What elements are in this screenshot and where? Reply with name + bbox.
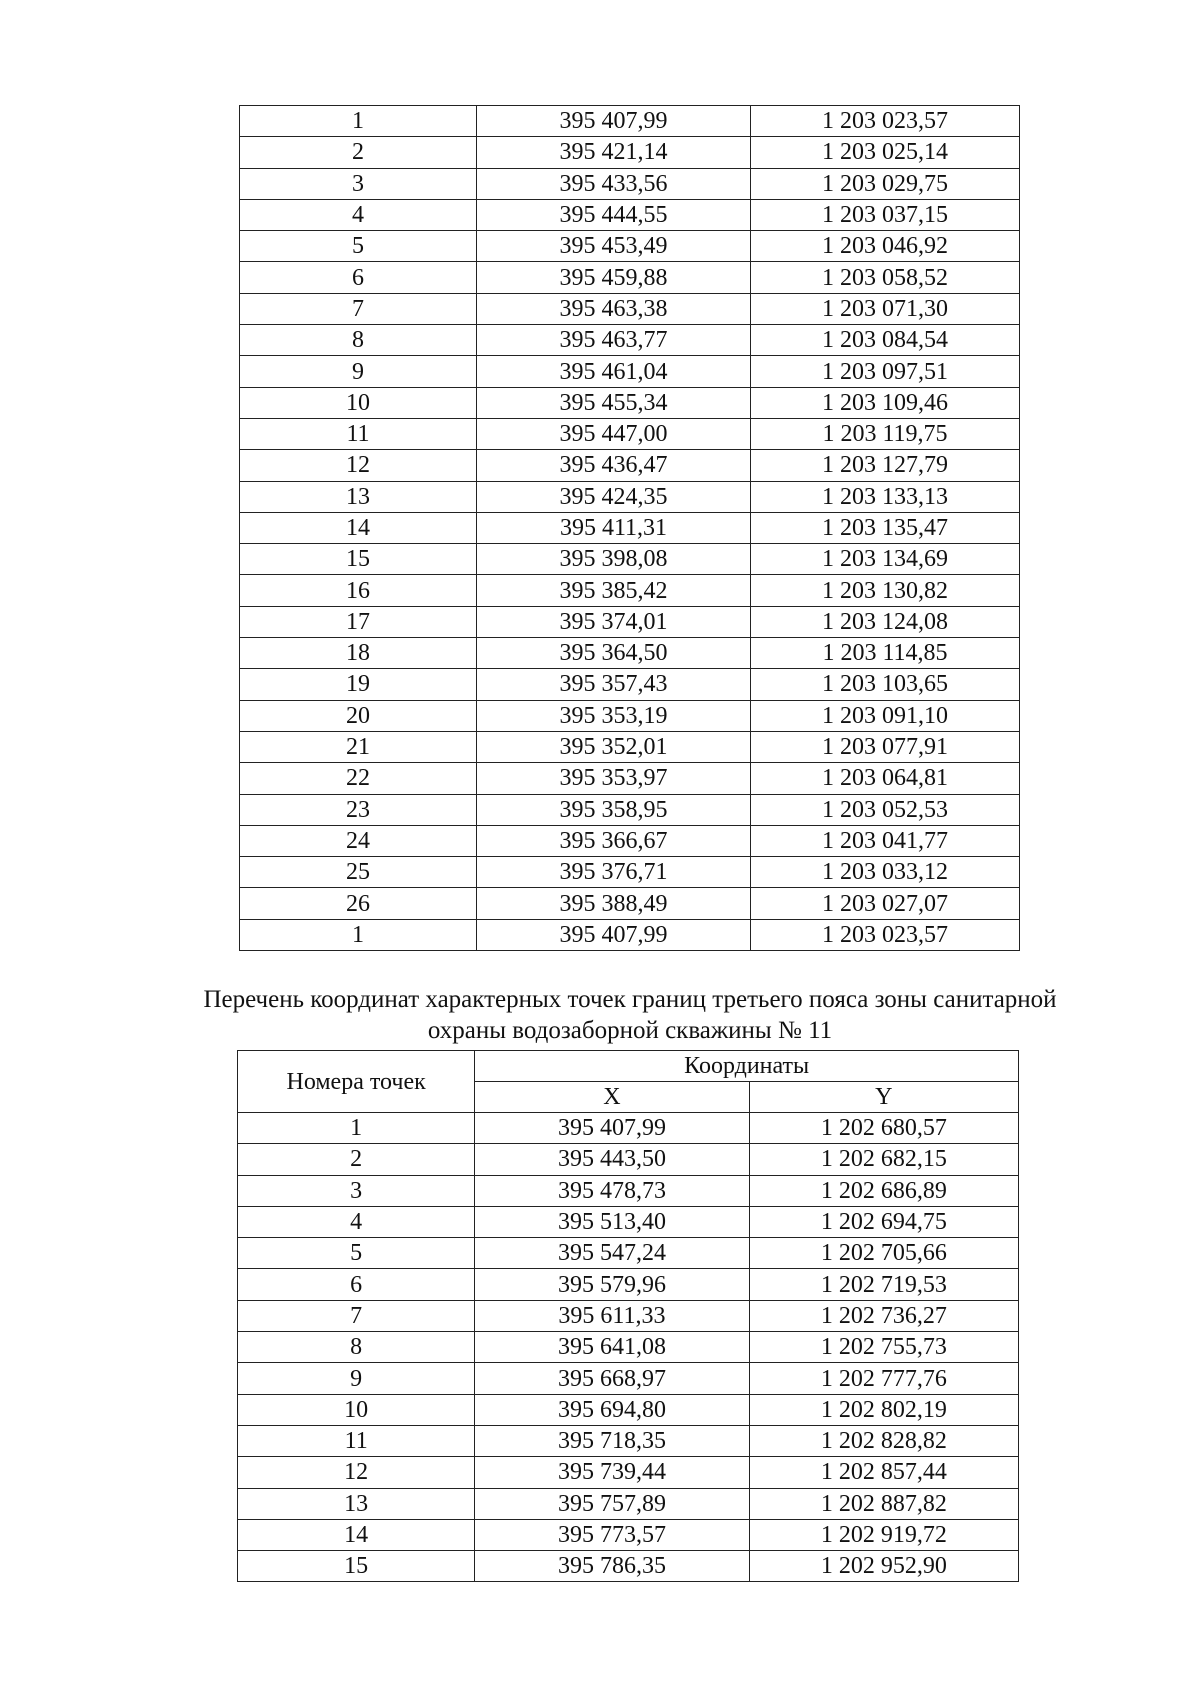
y-coordinate-cell: 1 203 033,12	[751, 857, 1020, 888]
point-number-cell: 12	[238, 1457, 475, 1488]
point-number-cell: 6	[238, 1269, 475, 1300]
table-row	[240, 700, 1020, 731]
x-coordinate-cell: 395 407,99	[477, 919, 751, 950]
table-row	[238, 1269, 1019, 1300]
table-caption-line-2: охраны водозаборной скважины № 11	[427, 1017, 833, 1044]
x-coordinate-cell: 395 424,35	[477, 481, 751, 512]
x-coordinate-cell: 395 436,47	[477, 450, 751, 481]
table-row	[238, 1551, 1019, 1582]
point-number-cell: 20	[240, 700, 477, 731]
table-row	[240, 857, 1020, 888]
point-number-cell: 5	[240, 231, 477, 262]
point-number-cell: 14	[238, 1519, 475, 1550]
x-coordinate-cell: 395 579,96	[475, 1269, 749, 1300]
y-coordinate-cell: 1 202 952,90	[749, 1551, 1018, 1582]
header-y: Y	[749, 1082, 1018, 1113]
point-number-cell: 4	[238, 1206, 475, 1237]
table-row	[240, 481, 1020, 512]
x-coordinate-cell: 395 366,67	[477, 825, 751, 856]
point-number-cell: 25	[240, 857, 477, 888]
y-coordinate-cell: 1 202 736,27	[749, 1300, 1018, 1331]
point-number-cell: 11	[238, 1425, 475, 1456]
y-coordinate-cell: 1 203 103,65	[751, 669, 1020, 700]
table-row	[238, 1457, 1019, 1488]
y-coordinate-cell: 1 203 071,30	[751, 293, 1020, 324]
y-coordinate-cell: 1 202 755,73	[749, 1332, 1018, 1363]
x-coordinate-cell: 395 353,19	[477, 700, 751, 731]
x-coordinate-cell: 395 478,73	[475, 1175, 749, 1206]
table-row	[238, 1394, 1019, 1425]
x-coordinate-cell: 395 459,88	[477, 262, 751, 293]
point-number-cell: 10	[238, 1394, 475, 1425]
table-header-row	[238, 1051, 1019, 1082]
y-coordinate-cell: 1 202 682,15	[749, 1144, 1018, 1175]
table-row	[240, 544, 1020, 575]
table-caption-line-1: Перечень координат характерных точек границ третьего пояса зоны санитарной	[203, 986, 1057, 1013]
table-row	[238, 1519, 1019, 1550]
y-coordinate-cell: 1 203 041,77	[751, 825, 1020, 856]
point-number-cell: 3	[240, 168, 477, 199]
x-coordinate-cell: 395 739,44	[475, 1457, 749, 1488]
y-coordinate-cell: 1 203 023,57	[751, 106, 1020, 137]
x-coordinate-cell: 395 357,43	[477, 669, 751, 700]
x-coordinate-cell: 395 453,49	[477, 231, 751, 262]
table-row	[240, 293, 1020, 324]
table-row	[240, 231, 1020, 262]
table-row	[240, 199, 1020, 230]
table-row	[240, 262, 1020, 293]
point-number-cell: 24	[240, 825, 477, 856]
point-number-cell: 8	[238, 1332, 475, 1363]
table-row	[238, 1238, 1019, 1269]
table-row	[238, 1206, 1019, 1237]
x-coordinate-cell: 395 786,35	[475, 1551, 749, 1582]
table-row	[238, 1175, 1019, 1206]
point-number-cell: 4	[240, 199, 477, 230]
x-coordinate-cell: 395 694,80	[475, 1394, 749, 1425]
x-coordinate-cell: 395 352,01	[477, 731, 751, 762]
point-number-cell: 15	[240, 544, 477, 575]
point-number-cell: 10	[240, 387, 477, 418]
x-coordinate-cell: 395 433,56	[477, 168, 751, 199]
point-number-cell: 11	[240, 418, 477, 449]
y-coordinate-cell: 1 203 046,92	[751, 231, 1020, 262]
x-coordinate-cell: 395 388,49	[477, 888, 751, 919]
point-number-cell: 13	[238, 1488, 475, 1519]
y-coordinate-cell: 1 203 064,81	[751, 763, 1020, 794]
x-coordinate-cell: 395 463,77	[477, 325, 751, 356]
table-row	[240, 638, 1020, 669]
y-coordinate-cell: 1 203 124,08	[751, 606, 1020, 637]
table-row	[238, 1113, 1019, 1144]
x-coordinate-cell: 395 461,04	[477, 356, 751, 387]
x-coordinate-cell: 395 407,99	[477, 106, 751, 137]
x-coordinate-cell: 395 513,40	[475, 1206, 749, 1237]
point-number-cell: 2	[238, 1144, 475, 1175]
y-coordinate-cell: 1 202 857,44	[749, 1457, 1018, 1488]
point-number-cell: 17	[240, 606, 477, 637]
y-coordinate-cell: 1 203 077,91	[751, 731, 1020, 762]
y-coordinate-cell: 1 203 109,46	[751, 387, 1020, 418]
table-row	[240, 763, 1020, 794]
x-coordinate-cell: 395 668,97	[475, 1363, 749, 1394]
table-row	[238, 1425, 1019, 1456]
y-coordinate-cell: 1 202 694,75	[749, 1206, 1018, 1237]
table-row	[240, 168, 1020, 199]
y-coordinate-cell: 1 203 023,57	[751, 919, 1020, 950]
y-coordinate-cell: 1 203 025,14	[751, 137, 1020, 168]
y-coordinate-cell: 1 203 084,54	[751, 325, 1020, 356]
y-coordinate-cell: 1 202 802,19	[749, 1394, 1018, 1425]
table-row	[240, 387, 1020, 418]
point-number-cell: 22	[240, 763, 477, 794]
coordinates-table-body	[240, 106, 1020, 951]
x-coordinate-cell: 395 443,50	[475, 1144, 749, 1175]
coordinates-table-continued	[239, 105, 1020, 951]
y-coordinate-cell: 1 203 119,75	[751, 418, 1020, 449]
table-row	[240, 669, 1020, 700]
table-row	[240, 325, 1020, 356]
x-coordinate-cell: 395 353,97	[477, 763, 751, 794]
table-row	[240, 825, 1020, 856]
table-row	[240, 575, 1020, 606]
point-number-cell: 18	[240, 638, 477, 669]
point-number-cell: 14	[240, 512, 477, 543]
point-number-cell: 1	[238, 1113, 475, 1144]
third-zone-coordinates-table	[237, 1050, 1019, 1582]
table-row	[240, 919, 1020, 950]
table-row	[240, 794, 1020, 825]
table-row	[238, 1488, 1019, 1519]
point-number-cell: 9	[238, 1363, 475, 1394]
y-coordinate-cell: 1 203 130,82	[751, 575, 1020, 606]
x-coordinate-cell: 395 421,14	[477, 137, 751, 168]
x-coordinate-cell: 395 641,08	[475, 1332, 749, 1363]
point-number-cell: 9	[240, 356, 477, 387]
point-number-cell: 7	[238, 1300, 475, 1331]
point-number-cell: 12	[240, 450, 477, 481]
header-x: X	[475, 1082, 749, 1113]
x-coordinate-cell: 395 376,71	[477, 857, 751, 888]
y-coordinate-cell: 1 202 828,82	[749, 1425, 1018, 1456]
x-coordinate-cell: 395 364,50	[477, 638, 751, 669]
point-number-cell: 19	[240, 669, 477, 700]
x-coordinate-cell: 395 411,31	[477, 512, 751, 543]
y-coordinate-cell: 1 203 097,51	[751, 356, 1020, 387]
table-row	[240, 106, 1020, 137]
point-number-cell: 1	[240, 919, 477, 950]
y-coordinate-cell: 1 202 705,66	[749, 1238, 1018, 1269]
y-coordinate-cell: 1 202 777,76	[749, 1363, 1018, 1394]
y-coordinate-cell: 1 202 680,57	[749, 1113, 1018, 1144]
point-number-cell: 23	[240, 794, 477, 825]
y-coordinate-cell: 1 202 686,89	[749, 1175, 1018, 1206]
y-coordinate-cell: 1 203 027,07	[751, 888, 1020, 919]
y-coordinate-cell: 1 203 091,10	[751, 700, 1020, 731]
y-coordinate-cell: 1 203 133,13	[751, 481, 1020, 512]
header-point-numbers: Номера точек	[238, 1051, 475, 1113]
x-coordinate-cell: 395 385,42	[477, 575, 751, 606]
point-number-cell: 13	[240, 481, 477, 512]
point-number-cell: 7	[240, 293, 477, 324]
table-row	[240, 512, 1020, 543]
point-number-cell: 8	[240, 325, 477, 356]
x-coordinate-cell: 395 407,99	[475, 1113, 749, 1144]
x-coordinate-cell: 395 757,89	[475, 1488, 749, 1519]
table-row	[238, 1300, 1019, 1331]
point-number-cell: 2	[240, 137, 477, 168]
y-coordinate-cell: 1 203 052,53	[751, 794, 1020, 825]
point-number-cell: 21	[240, 731, 477, 762]
x-coordinate-cell: 395 611,33	[475, 1300, 749, 1331]
y-coordinate-cell: 1 202 719,53	[749, 1269, 1018, 1300]
table-row	[240, 606, 1020, 637]
x-coordinate-cell: 395 374,01	[477, 606, 751, 637]
y-coordinate-cell: 1 203 037,15	[751, 199, 1020, 230]
coordinates-table-body	[238, 1113, 1019, 1582]
y-coordinate-cell: 1 202 919,72	[749, 1519, 1018, 1550]
x-coordinate-cell: 395 444,55	[477, 199, 751, 230]
table-row	[240, 450, 1020, 481]
table-row	[238, 1363, 1019, 1394]
header-coordinates: Координаты	[475, 1051, 1019, 1082]
point-number-cell: 3	[238, 1175, 475, 1206]
x-coordinate-cell: 395 547,24	[475, 1238, 749, 1269]
y-coordinate-cell: 1 203 127,79	[751, 450, 1020, 481]
y-coordinate-cell: 1 203 058,52	[751, 262, 1020, 293]
table-row	[240, 731, 1020, 762]
table-row	[240, 356, 1020, 387]
point-number-cell: 5	[238, 1238, 475, 1269]
point-number-cell: 15	[238, 1551, 475, 1582]
point-number-cell: 1	[240, 106, 477, 137]
table-row	[240, 418, 1020, 449]
x-coordinate-cell: 395 358,95	[477, 794, 751, 825]
y-coordinate-cell: 1 202 887,82	[749, 1488, 1018, 1519]
x-coordinate-cell: 395 718,35	[475, 1425, 749, 1456]
y-coordinate-cell: 1 203 134,69	[751, 544, 1020, 575]
x-coordinate-cell: 395 447,00	[477, 418, 751, 449]
table-row	[238, 1144, 1019, 1175]
x-coordinate-cell: 395 398,08	[477, 544, 751, 575]
x-coordinate-cell: 395 455,34	[477, 387, 751, 418]
point-number-cell: 26	[240, 888, 477, 919]
y-coordinate-cell: 1 203 029,75	[751, 168, 1020, 199]
point-number-cell: 16	[240, 575, 477, 606]
table-row	[240, 888, 1020, 919]
y-coordinate-cell: 1 203 135,47	[751, 512, 1020, 543]
x-coordinate-cell: 395 773,57	[475, 1519, 749, 1550]
point-number-cell: 6	[240, 262, 477, 293]
x-coordinate-cell: 395 463,38	[477, 293, 751, 324]
table-row	[238, 1332, 1019, 1363]
table-row	[240, 137, 1020, 168]
y-coordinate-cell: 1 203 114,85	[751, 638, 1020, 669]
